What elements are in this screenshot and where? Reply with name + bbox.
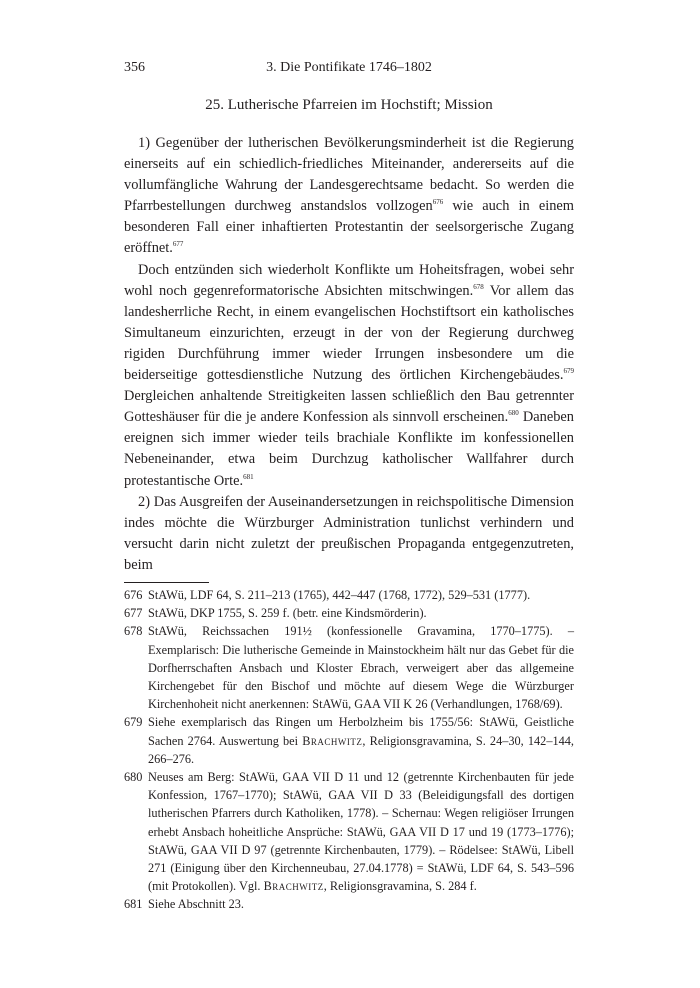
page-number: 356 <box>124 60 145 75</box>
text-run: Siehe Abschnitt 23. <box>148 897 244 912</box>
footnotes <box>124 586 574 914</box>
footnote <box>124 622 574 713</box>
text-run: 1) Gegenüber der lutherischen Bevölkerungsminderheit ist die Regierung einerseits auf ein schiedlich-friedliches Miteinander, andererseits auf die vollumfängliche Wahrung der Landesgerechtsame bedacht. So werden die Pfarrbestellungen durchweg anstandslos vollzogen <box>124 135 574 215</box>
paragraph <box>124 133 574 260</box>
section-title: 25. Lutherische Pfarreien im Hochstift; Mission <box>205 97 493 113</box>
footnote-separator <box>124 582 209 583</box>
body-text <box>124 133 574 576</box>
footnote-ref: 679 <box>563 367 574 376</box>
text-run: Vor allem das landesherrliche Recht, in einem evangelischen Hochstiftsort ein katholisches Simultaneum einzurichten, erzeugt in der von der Regierung durchweg rigiden Durchführung immer wieder Irrungen insbesondere um die beiderseitige gottesdienstliche Nutzung des örtlichen Kirchengebäudes. <box>124 282 574 384</box>
footnote-ref: 676 <box>432 198 444 207</box>
footnote <box>124 713 574 768</box>
footnote-number: 679 <box>124 715 143 730</box>
text-run: wie auch in einem besonderen Fall einer inhaftierten Protestantin der seelsorgerische Zugang eröffnet. <box>124 198 574 257</box>
footnote-number: 676 <box>124 587 143 602</box>
footnote-ref: 681 <box>243 472 254 481</box>
footnote-number: 678 <box>124 624 143 639</box>
text-run: Siehe exemplarisch das Ringen um Herbolzheim bis 1755/56: StAWü, Geistliche Sachen 2764. Auswertung bei <box>148 715 574 748</box>
text-run: Neuses am Berg: StAWü, GAA VII D 11 und 12 (getrennte Kirchenbauten für jede Konfession, 1767–1770); StAWü, GAA VII D 33 (Beleidigungsfall des dortigen lutherischen Pfarrers durch Katholiken, 1778). – Schernau: Wegen religiöser Irrungen erhebt Ansbach hoheitliche Ansprüche: StAWü, GAA VII D 17 und 19 (1773–1776); StAWü, GAA VII D 97 (getrennte Kirchenbauten, 1779). – Rödelsee: StAWü, Libell 271 (Einigung über den Kirchenneubau, 27.04.1778) = StAWü, LDF 64, S. 543–596 (mit Protokollen). Vgl. <box>148 770 574 894</box>
footnote-number: 680 <box>124 770 143 784</box>
text-run: StAWü, Reichssachen 191½ (konfessionelle Gravamina, 1770–1775). – Exemplarisch: Die lutherische Gemeinde in Mainstockheim hält nur das Gebet für die Dorfherrschaften Ansbach und Kloster Ebrach, verweigert aber das allgemeine Kirchengebet für den Bischof und möchte auf diesem Wege die Würzburger Kirchenhoheit nicht anerkennen: StAWü, GAA VII K 26 (Verhandlungen, 1768/69). <box>148 624 574 712</box>
text-run: 2) Das Ausgreifen der Auseinandersetzungen in reichspolitische Dimension indes möchte die Würzburger Administration tunlichst verhindern und versucht darin nicht zuletzt der preußischen Propaganda entgegenzutreten, beim <box>124 493 574 573</box>
running-title: 3. Die Pontifikate 1746–1802 <box>266 60 432 75</box>
footnote-ref: 677 <box>172 240 184 249</box>
author-name: Brachwitz <box>263 879 324 894</box>
paragraph <box>124 260 574 492</box>
footnote <box>124 768 574 895</box>
text-run: Daneben ereignen sich immer wieder teils brachiale Konflikte im konfessionellen Nebeneinander, etwa beim Durchzug katholischer Wallfahrer durch protestantische Orte. <box>124 409 574 489</box>
text-run: Dergleichen anhaltende Streitigkeiten lassen schließlich den Bau getrennter Gotteshäuser für die je andere Konfession als sinnvoll erscheinen. <box>124 388 574 426</box>
footnote-ref: 678 <box>473 282 484 291</box>
text-run: Doch entzünden sich wiederholt Konflikte um Hoheitsfragen, wobei sehr wohl noch gegenreformatorische Absichten mitschwingen. <box>124 261 574 299</box>
text-run: , Religionsgravamina, S. 284 f. <box>323 879 477 894</box>
footnote-number: 677 <box>124 606 143 621</box>
text-run: , Religionsgravamina, S. 24–30, 142–144, 266–276. <box>148 733 574 766</box>
running-header <box>124 60 574 80</box>
text-run: StAWü, DKP 1755, S. 259 f. (betr. eine Kindsmörderin). <box>148 606 427 621</box>
footnote <box>124 895 574 913</box>
footnote-ref: 680 <box>508 409 519 418</box>
author-name: Brachwitz <box>302 733 363 748</box>
footnote <box>124 604 574 622</box>
page <box>124 60 574 914</box>
paragraph <box>124 492 574 576</box>
text-run: StAWü, LDF 64, S. 211–213 (1765), 442–447 (1768, 1772), 529–531 (1777). <box>148 587 531 602</box>
footnote <box>124 586 574 604</box>
footnote-number: 681 <box>124 897 143 912</box>
